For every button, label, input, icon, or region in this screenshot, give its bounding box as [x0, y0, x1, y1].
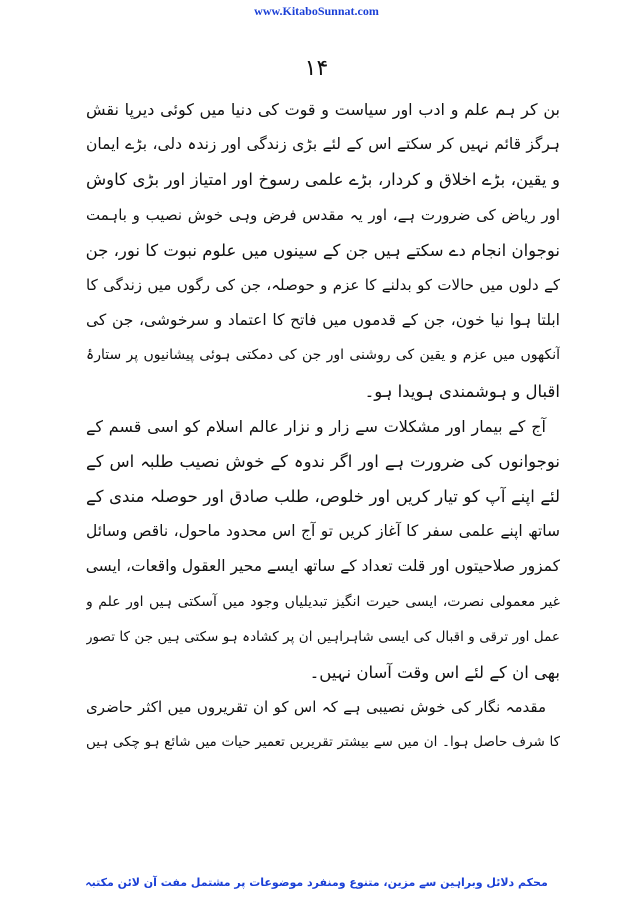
text-line: غیر معمولی نصرت، ایسی حیرت انگیز تبدیلیاں وجود میں آسکتی ہیں اور علم و — [86, 593, 560, 610]
text-line: اور ریاض کی ضرورت ہے، اور یہ مقدس فرض وہی خوش نصیب و باہمت — [86, 205, 560, 224]
text-line: کا شرف حاصل ہوا۔ ان میں سے بیشتر تقریریں تعمیر حیات میں شائع ہو چکی ہیں — [86, 734, 560, 751]
text-line: نوجوانوں کی ضرورت ہے اور اگر ندوہ کے خوش نصیب طلبہ اس کے — [86, 451, 560, 471]
text-line: کمزور صلاحیتوں اور قلت تعداد کے ساتھ ایسے محیر العقول واقعات، ایسی — [86, 557, 560, 576]
page-number: ۱۴ — [304, 56, 329, 81]
text-line: آنکھوں میں عزم و یقین کی روشنی اور جن کی دمکتی ہوئی پیشانیوں پر ستارۂ — [86, 347, 560, 364]
body-text — [86, 92, 560, 761]
text-line: ہرگز قائم نہیں کر سکتے اس کے لئے بڑی زندگی اور زندہ دلی، بڑے ایمان — [86, 135, 560, 154]
text-line: لئے اپنے آپ کو تیار کریں اور خلوص، طلب صادق اور حوصلہ مندی کے — [86, 487, 560, 507]
text-line: آج کے بیمار اور مشکلات سے زار و نزار عالم اسلام کو اسی قسم کے — [86, 416, 546, 436]
site-url[interactable]: www.KitaboSunnat.com — [254, 4, 379, 18]
text-line: ساتھ اپنے علمی سفر کا آغاز کریں تو آج اس محدود ماحول، ناقص وسائل — [86, 522, 560, 541]
text-line: و یقین، بڑے اخلاق و کردار، بڑے علمی رسوخ اور امتیاز اور بڑی کاوش — [86, 170, 560, 190]
footer-tagline: محکم دلائل وبراہین سے مزین، متنوع ومنفرد موضوعات پر مشتمل مفت آن لائن مکتبہ — [85, 876, 548, 889]
text-line: بن کر ہم علم و ادب اور سیاست و قوت کی دنیا میں کوئی دیرپا نقش — [86, 100, 560, 119]
text-line: کے دلوں میں حالات کو بدلنے کا عزم و حوصلہ، جن کی رگوں میں زندگی کا — [86, 275, 560, 294]
text-line: نوجوان انجام دے سکتے ہیں جن کے سینوں میں علوم نبوت کا نور، جن — [86, 240, 560, 260]
text-line: ابلتا ہوا نیا خون، جن کے قدموں میں فاتح کا اعتماد و سرخوشی، جن کی — [86, 311, 560, 330]
text-line: عمل اور ترقی و اقبال کی ایسی شاہراہیں ان پر کشادہ ہو سکتی ہیں جن کا تصور — [86, 628, 560, 645]
text-line: مقدمہ نگار کی خوش نصیبی ہے کہ اس کو ان تقریروں میں اکثر حاضری — [86, 698, 546, 717]
text-line: بھی ان کے لئے اس وقت آسان نہیں۔ — [309, 663, 560, 682]
text-line: اقبال و ہوشمندی ہویدا ہو۔ — [364, 381, 560, 401]
